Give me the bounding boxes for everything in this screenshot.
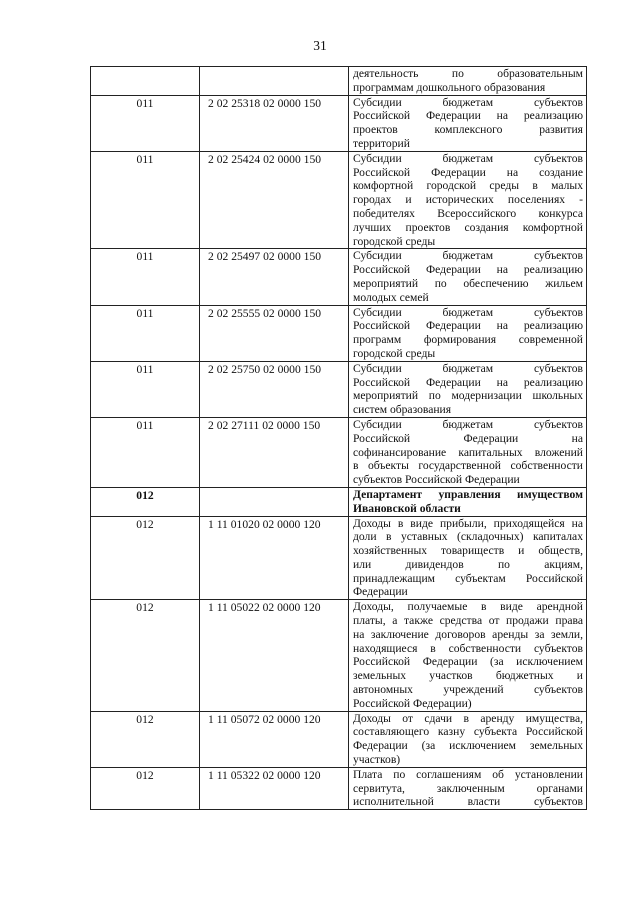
admin-code-cell: 011: [91, 95, 200, 151]
description-line: комфортной городской среды в малых: [353, 179, 583, 193]
revenue-codes-table: [90, 66, 587, 810]
description-line: Субсидии бюджетам субъектов: [353, 305, 583, 319]
description-line: Департамент управления имуществом: [353, 487, 583, 501]
description-line: Российской Федерации на реализацию: [353, 263, 583, 277]
description-line: программ формирования современной: [353, 333, 583, 347]
description-cell: [349, 417, 587, 487]
description-line: субъектов Российской Федерации: [353, 473, 520, 487]
admin-code-cell: 011: [91, 151, 200, 249]
description-line: мероприятий по модернизации школьных: [353, 389, 583, 403]
admin-code-cell: 011: [91, 361, 200, 417]
table-row: [91, 151, 587, 249]
description-line: Плата по соглашениям об установлении: [353, 767, 583, 781]
table-body: [91, 67, 587, 810]
description-line: Доходы от сдачи в аренду имущества,: [353, 711, 583, 725]
description-line: Федерации: [353, 585, 408, 599]
description-line: Ивановской области: [353, 501, 461, 515]
budget-code-cell: 2 02 25750 02 0000 150: [200, 361, 349, 417]
budget-code-cell: 1 11 05322 02 0000 120: [200, 767, 349, 809]
description-line: земельных участков бюджетных и: [353, 669, 583, 683]
budget-code-cell: [200, 67, 349, 96]
description-line: программам дошкольного образования: [353, 80, 546, 94]
description-cell: [349, 711, 587, 767]
table-row: [91, 767, 587, 809]
description-cell: [349, 516, 587, 600]
description-line: молодых семей: [353, 290, 429, 304]
budget-code-cell: [200, 487, 349, 516]
description-cell: [349, 361, 587, 417]
description-line: Российской Федерации на создание: [353, 165, 583, 179]
description-line: лучших проектов создания комфортной: [353, 220, 583, 234]
description-line: Субсидии бюджетам субъектов: [353, 95, 583, 109]
table-row: [91, 600, 587, 711]
table-row: [91, 305, 587, 361]
description-line: или дивидендов по акциям,: [353, 557, 583, 571]
description-line: городской среды: [353, 234, 436, 248]
description-line: платы, а также средства от продажи права: [353, 614, 583, 628]
description-cell: [349, 487, 587, 516]
description-line: Доходы, получаемые в виде арендной: [353, 600, 583, 614]
description-line: в объекты государственной собственности: [353, 459, 583, 473]
description-line: деятельность по образовательным: [353, 67, 583, 80]
description-line: софинансирование капитальных вложений: [353, 445, 583, 459]
description-line: сервитута, заключенным органами: [353, 781, 583, 795]
description-cell: [349, 767, 587, 809]
budget-code-cell: 2 02 25497 02 0000 150: [200, 249, 349, 305]
admin-code-cell: 011: [91, 305, 200, 361]
admin-code-cell: 011: [91, 417, 200, 487]
description-line: Субсидии бюджетам субъектов: [353, 151, 583, 165]
description-line: Субсидии бюджетам субъектов: [353, 417, 583, 431]
table-row: [91, 67, 587, 96]
description-line: городской среды: [353, 346, 436, 360]
admin-code-cell: 012: [91, 711, 200, 767]
budget-code-cell: 1 11 05022 02 0000 120: [200, 600, 349, 711]
admin-code-cell: 011: [91, 249, 200, 305]
description-line: Федерации (за исключением земельных: [353, 739, 583, 753]
budget-code-cell: 2 02 27111 02 0000 150: [200, 417, 349, 487]
description-line: систем образования: [353, 403, 452, 417]
description-line: доли в уставных (складочных) капиталах: [353, 530, 583, 544]
description-cell: [349, 151, 587, 249]
description-line: Доходы в виде прибыли, приходящейся на: [353, 516, 583, 530]
description-line: Российской Федерации на реализацию: [353, 109, 583, 123]
description-line: победителях Всероссийского конкурса: [353, 206, 583, 220]
description-line: хозяйственных товариществ и обществ,: [353, 544, 583, 558]
description-line: Российской Федерации): [353, 696, 472, 710]
description-line: составляющего казну субъекта Российской: [353, 725, 583, 739]
table-row: [91, 361, 587, 417]
table-row: [91, 516, 587, 600]
description-line: автономных учреждений субъектов: [353, 683, 583, 697]
description-line: на заключение договоров аренды за земли,: [353, 627, 583, 641]
description-line: территорий: [353, 136, 410, 150]
description-cell: [349, 305, 587, 361]
budget-code-cell: 2 02 25424 02 0000 150: [200, 151, 349, 249]
budget-code-cell: 2 02 25555 02 0000 150: [200, 305, 349, 361]
description-cell: [349, 249, 587, 305]
description-cell: [349, 600, 587, 711]
description-line: Субсидии бюджетам субъектов: [353, 361, 583, 375]
page-number: 31: [313, 38, 327, 53]
admin-code-cell: 012: [91, 487, 200, 516]
table-row: [91, 487, 587, 516]
description-line: принадлежащим субъектам Российской: [353, 571, 583, 585]
description-cell: [349, 67, 587, 96]
table-row: [91, 711, 587, 767]
description-line: Российской Федерации (за исключением: [353, 655, 583, 669]
admin-code-cell: 012: [91, 516, 200, 600]
description-line: Российской Федерации на реализацию: [353, 319, 583, 333]
description-line: находящиеся в собственности субъектов: [353, 641, 583, 655]
budget-code-cell: 1 11 01020 02 0000 120: [200, 516, 349, 600]
description-line: исполнительной власти субъектов: [353, 795, 583, 809]
table-row: [91, 417, 587, 487]
description-line: городах и исторических поселениях -: [353, 193, 583, 207]
budget-code-cell: 1 11 05072 02 0000 120: [200, 711, 349, 767]
description-line: мероприятий по обеспечению жильем: [353, 276, 583, 290]
table-row: [91, 249, 587, 305]
description-line: участков): [353, 753, 401, 767]
description-line: Российской Федерации на: [353, 431, 583, 445]
description-cell: [349, 95, 587, 151]
table-row: [91, 95, 587, 151]
budget-code-cell: 2 02 25318 02 0000 150: [200, 95, 349, 151]
description-line: проектов комплексного развития: [353, 123, 583, 137]
description-line: Субсидии бюджетам субъектов: [353, 249, 583, 263]
admin-code-cell: [91, 67, 200, 96]
description-line: Российской Федерации на реализацию: [353, 375, 583, 389]
admin-code-cell: 012: [91, 600, 200, 711]
admin-code-cell: 012: [91, 767, 200, 809]
